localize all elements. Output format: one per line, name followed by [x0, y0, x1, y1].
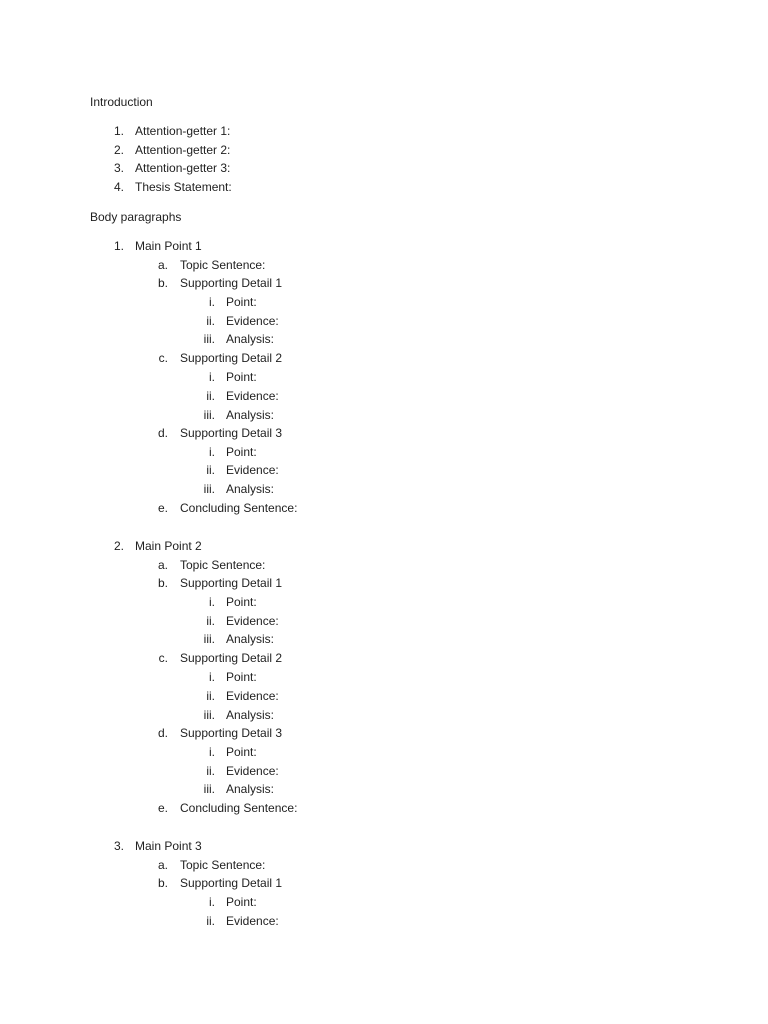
list-text: Main Point 2 [135, 539, 202, 553]
list-marker: i. [209, 745, 215, 759]
list-marker: b. [158, 576, 169, 590]
list-marker: a. [158, 858, 169, 872]
list-item [200, 708, 274, 722]
list-text: Supporting Detail 2 [180, 351, 283, 365]
list-item [200, 389, 279, 403]
list-marker: d. [158, 426, 169, 440]
list-item [200, 482, 274, 496]
list-marker: e. [158, 801, 169, 815]
list-item [158, 576, 282, 590]
list-text: Supporting Detail 2 [180, 651, 283, 665]
list-text: Analysis: [226, 632, 275, 646]
list-text: Attention-getter 2: [135, 143, 231, 157]
list-marker: iii. [203, 632, 215, 646]
list-marker: iii. [203, 482, 215, 496]
list-text: Evidence: [226, 314, 279, 328]
list-marker: 3. [113, 161, 124, 175]
list-marker: a. [158, 258, 169, 272]
list-marker: i. [209, 370, 215, 384]
list-item [112, 839, 202, 853]
list-text: Supporting Detail 3 [180, 726, 283, 740]
list-marker: i. [209, 445, 215, 459]
list-item [112, 180, 232, 194]
list-text: Supporting Detail 1 [180, 876, 283, 890]
list-text: Supporting Detail 1 [180, 276, 283, 290]
list-text: Topic Sentence: [180, 258, 266, 272]
list-item [200, 745, 257, 759]
list-marker: 2. [113, 143, 124, 157]
list-text: Evidence: [226, 463, 279, 477]
body-heading: Body paragraphs [90, 210, 182, 224]
list-marker: iii. [203, 708, 215, 722]
list-item [200, 914, 279, 928]
list-item [200, 463, 279, 477]
list-marker: i. [209, 670, 215, 684]
list-item [200, 445, 257, 459]
list-marker: d. [158, 726, 169, 740]
list-text: Point: [226, 295, 257, 309]
list-text: Evidence: [226, 914, 279, 928]
list-item [112, 143, 230, 157]
list-text: Topic Sentence: [180, 558, 266, 572]
list-marker: a. [158, 558, 169, 572]
list-item [158, 558, 265, 572]
list-text: Point: [226, 370, 257, 384]
list-item [200, 370, 257, 384]
list-item [112, 539, 202, 553]
list-marker: ii. [206, 689, 215, 703]
list-text: Main Point 1 [135, 239, 202, 253]
list-text: Attention-getter 1: [135, 124, 231, 138]
list-text: Supporting Detail 3 [180, 426, 283, 440]
list-item [200, 408, 274, 422]
list-marker: ii. [206, 614, 215, 628]
list-marker: iii. [203, 332, 215, 346]
list-text: Evidence: [226, 764, 279, 778]
list-text: Concluding Sentence: [180, 801, 298, 815]
list-item [200, 595, 257, 609]
list-marker: 2. [113, 539, 124, 553]
list-item [158, 726, 282, 740]
list-item [158, 651, 282, 665]
list-item [158, 426, 282, 440]
list-marker: 3. [113, 839, 124, 853]
list-text: Point: [226, 895, 257, 909]
list-marker: b. [158, 276, 169, 290]
list-marker: ii. [206, 764, 215, 778]
list-marker: i. [209, 895, 215, 909]
list-item [112, 239, 202, 253]
list-marker: c. [158, 651, 168, 665]
list-text: Supporting Detail 1 [180, 576, 283, 590]
list-text: Point: [226, 595, 257, 609]
list-item [158, 351, 282, 365]
list-item [158, 801, 297, 815]
list-text: Analysis: [226, 482, 275, 496]
list-marker: ii. [206, 914, 215, 928]
list-marker: ii. [206, 389, 215, 403]
list-item [158, 276, 282, 290]
list-item [200, 689, 279, 703]
list-marker: 4. [113, 180, 124, 194]
list-item [200, 632, 274, 646]
list-item [200, 314, 279, 328]
list-text: Evidence: [226, 614, 279, 628]
list-item [158, 858, 265, 872]
intro-heading: Introduction [90, 95, 153, 109]
list-item [158, 876, 282, 890]
list-text: Main Point 3 [135, 839, 202, 853]
list-marker: i. [209, 295, 215, 309]
list-marker: 1. [113, 239, 124, 253]
list-marker: iii. [203, 782, 215, 796]
list-marker: c. [158, 351, 168, 365]
list-item [158, 258, 265, 272]
list-text: Evidence: [226, 389, 279, 403]
list-item [158, 501, 297, 515]
list-marker: 1. [113, 124, 124, 138]
list-text: Evidence: [226, 689, 279, 703]
list-text: Analysis: [226, 782, 275, 796]
list-marker: ii. [206, 463, 215, 477]
list-item [200, 764, 279, 778]
list-text: Point: [226, 670, 257, 684]
list-text: Analysis: [226, 708, 275, 722]
list-item [200, 895, 257, 909]
list-marker: i. [209, 595, 215, 609]
list-text: Analysis: [226, 408, 275, 422]
list-text: Topic Sentence: [180, 858, 266, 872]
list-text: Thesis Statement: [135, 180, 232, 194]
list-item [200, 670, 257, 684]
list-text: Concluding Sentence: [180, 501, 298, 515]
list-text: Attention-getter 3: [135, 161, 231, 175]
list-item [112, 161, 230, 175]
list-item [112, 124, 230, 138]
list-text: Point: [226, 745, 257, 759]
list-item [200, 332, 274, 346]
list-item [200, 782, 274, 796]
list-marker: iii. [203, 408, 215, 422]
list-marker: ii. [206, 314, 215, 328]
list-text: Point: [226, 445, 257, 459]
list-item [200, 295, 257, 309]
list-item [200, 614, 279, 628]
list-marker: e. [158, 501, 169, 515]
list-text: Analysis: [226, 332, 275, 346]
list-marker: b. [158, 876, 169, 890]
